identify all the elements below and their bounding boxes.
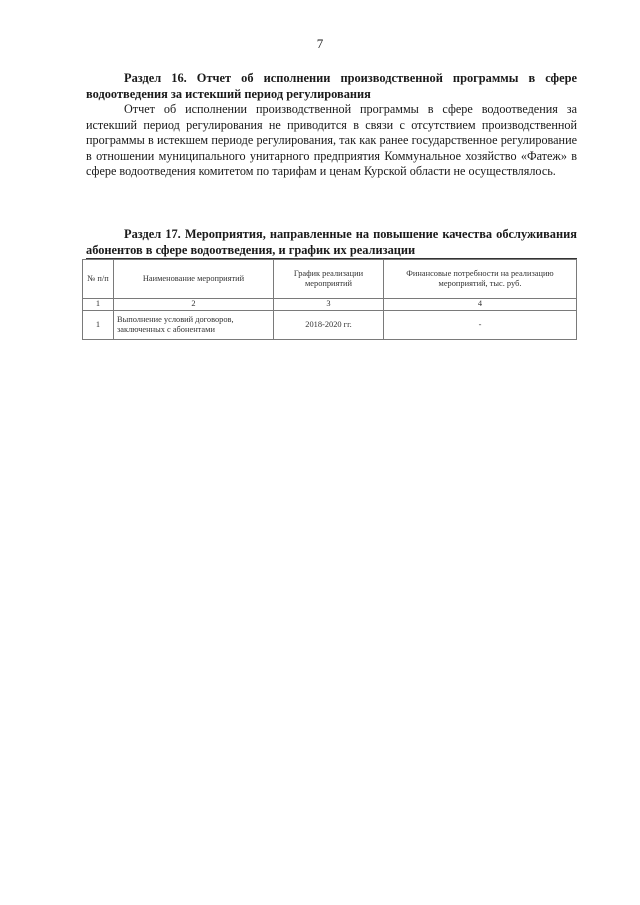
- page-number: 7: [316, 36, 324, 51]
- row-finance: -: [384, 311, 577, 340]
- column-number-row: [83, 299, 577, 311]
- column-number: 1: [83, 299, 114, 311]
- column-number: 2: [114, 299, 274, 311]
- row-schedule: 2018-2020 гг.: [274, 311, 384, 340]
- table-header-row: [83, 260, 577, 299]
- section-16-title: Раздел 16. Отчет об исполнении производственной программы в сфере водоотведения за истекший период регулирования: [86, 71, 577, 101]
- column-number: 4: [384, 299, 577, 311]
- column-number: 3: [274, 299, 384, 311]
- section-17-title: Раздел 17. Мероприятия, направленные на повышение качества обслуживания абонентов в сфере водоотведения, и график их реализации: [86, 227, 577, 257]
- header-name: Наименование мероприятий: [114, 260, 274, 299]
- header-schedule: График реализации мероприятий: [274, 260, 384, 299]
- measures-table: [82, 259, 577, 340]
- section-16-body: Отчет об исполнении производственной программы в сфере водоотведения за истекший период регулирования не приводится в связи с отсутствием производственной программы в истекшем периоде регулирования, так как ранее государственное регулирование в отношении муниципального унитарного предприятия Коммунальное хозяйство «Фатеж» в сфере водоотведения комитетом по тарифам и ценам Курской области не осуществлялось.: [86, 102, 577, 179]
- header-num: № п/п: [83, 260, 114, 299]
- row-name: Выполнение условий договоров, заключенных с абонентами: [114, 311, 274, 340]
- section-16: [86, 70, 577, 180]
- row-num: 1: [83, 311, 114, 340]
- section-17: [86, 226, 577, 259]
- table-row: [83, 311, 577, 340]
- header-finance: Финансовые потребности на реализацию мероприятий, тыс. руб.: [384, 260, 577, 299]
